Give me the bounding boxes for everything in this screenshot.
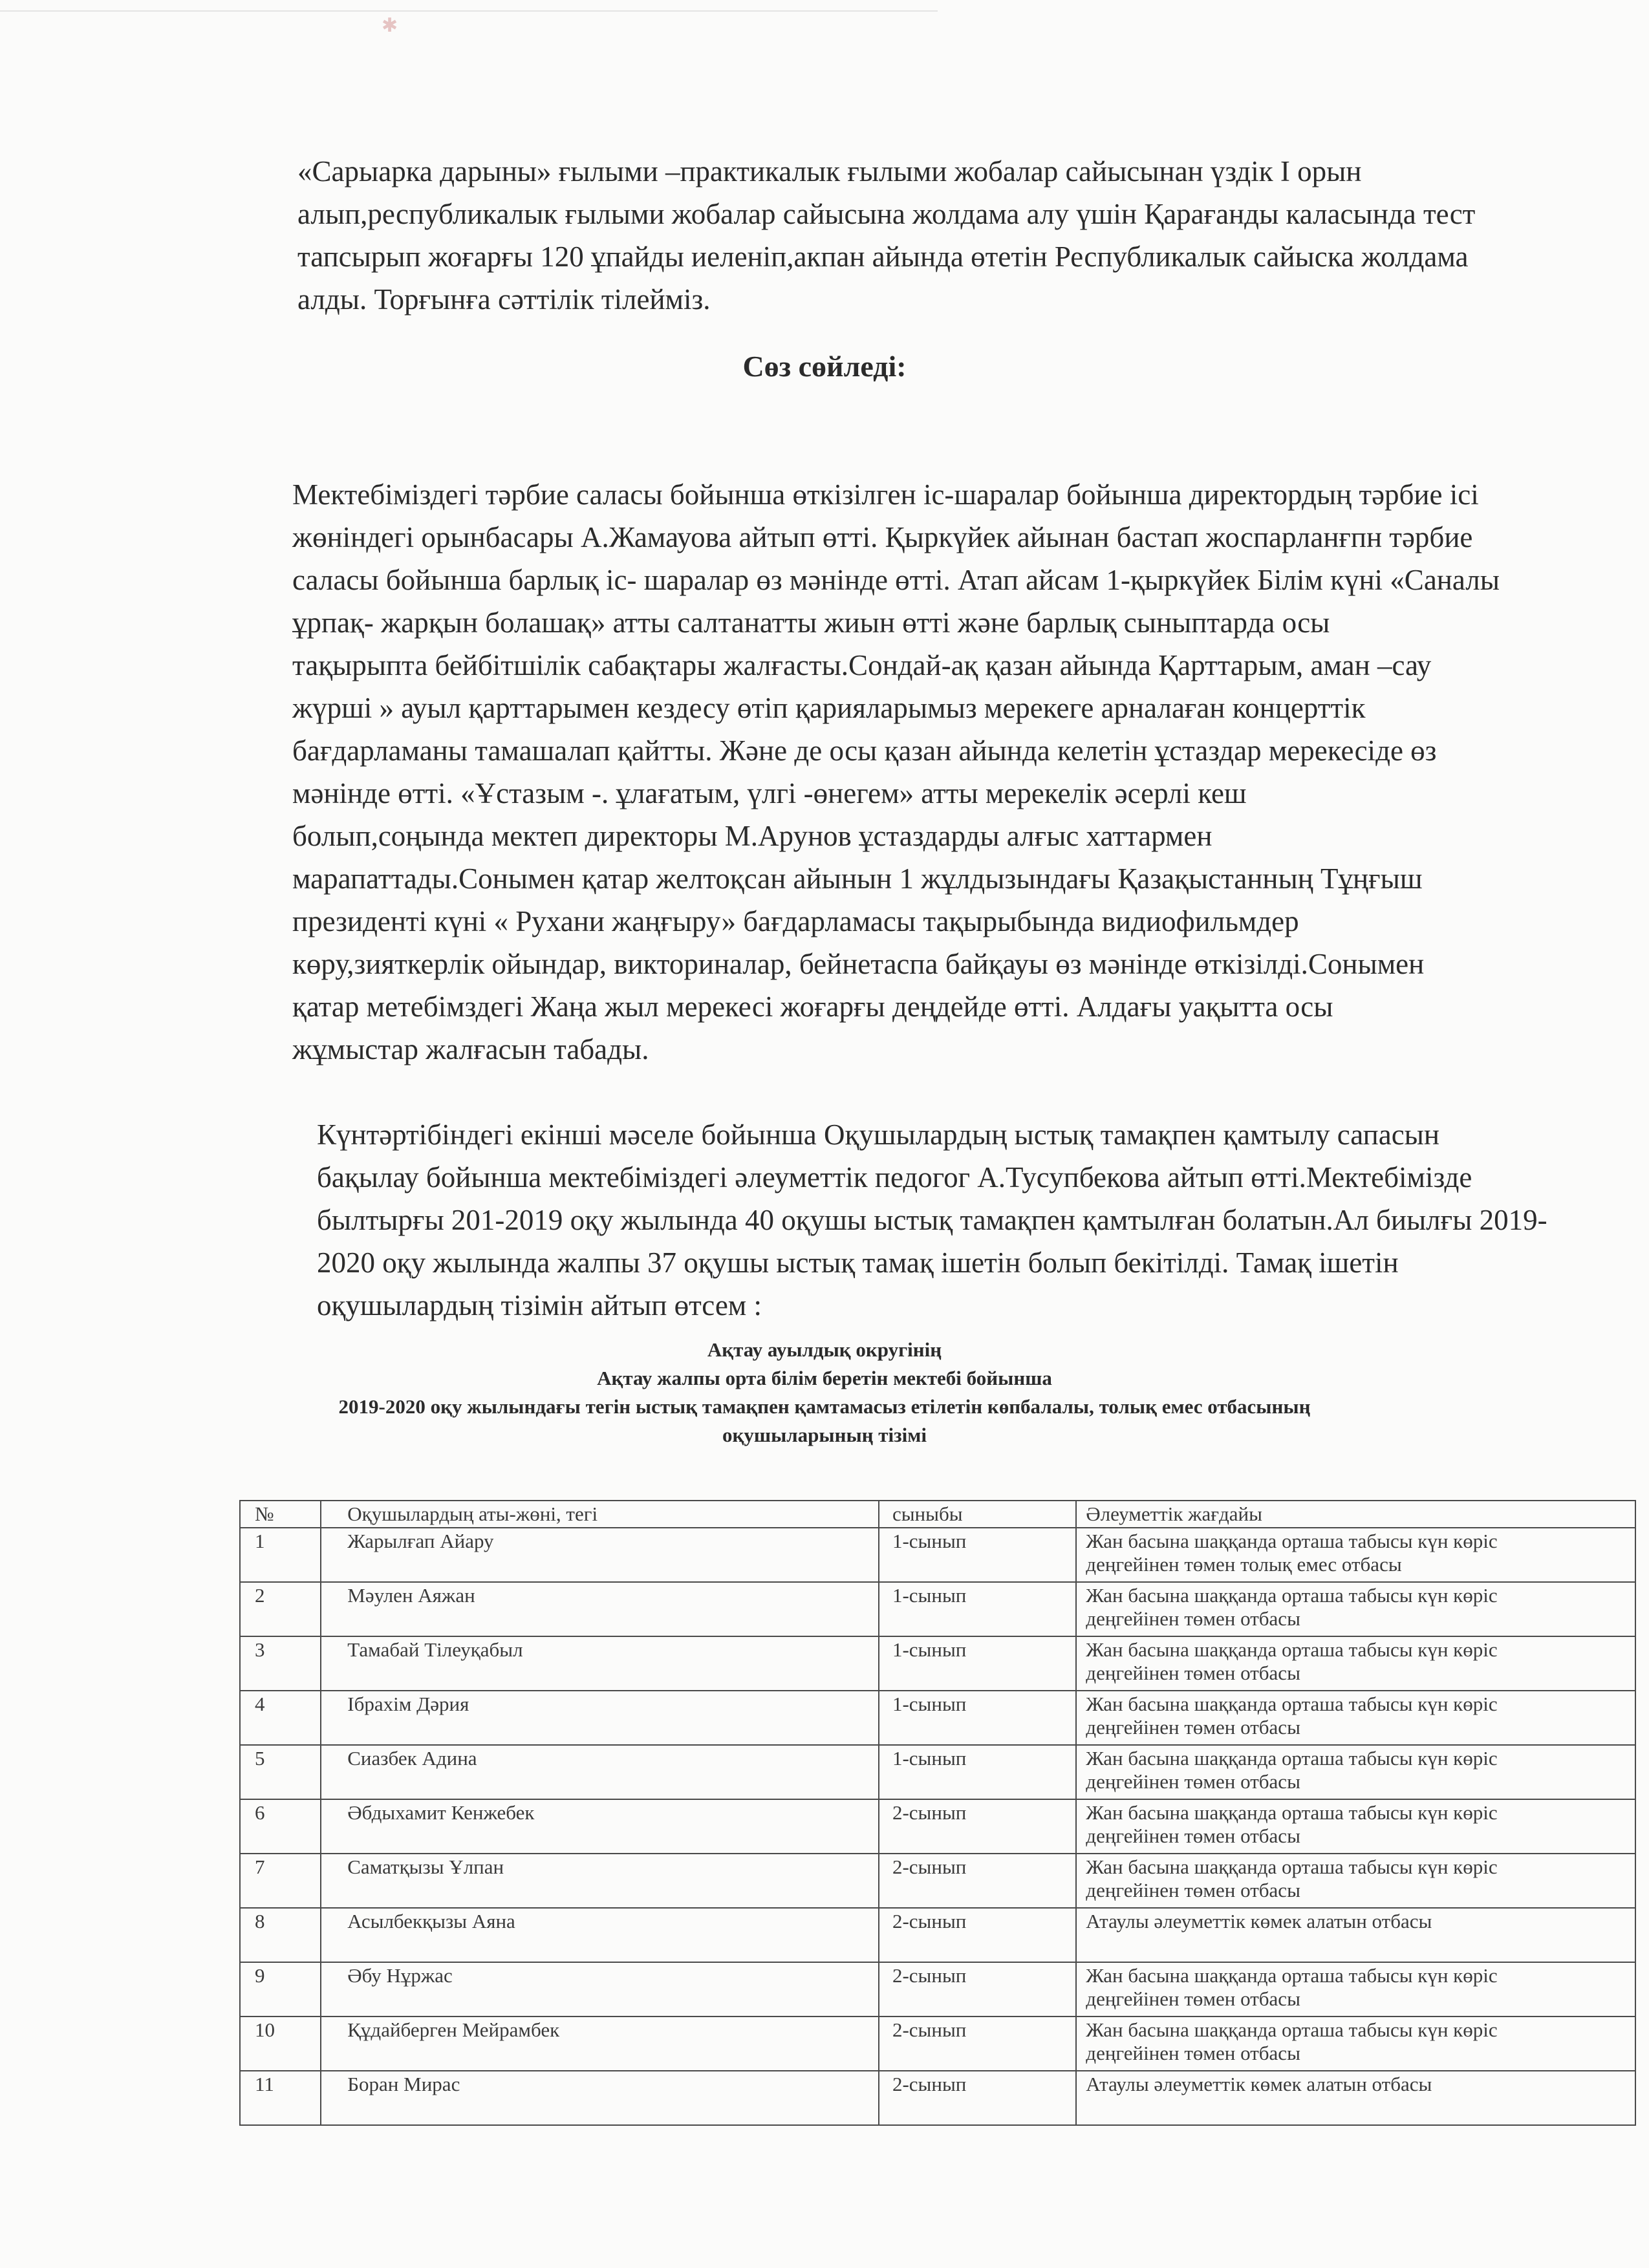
social-status-line: деңгейінен төмен отбасы [1086, 1607, 1300, 1630]
table-row [240, 1745, 1635, 1799]
student-name: Жарылғап Айару [321, 1528, 879, 1582]
text-line: Күнтәртібіндегі екінші мәселе бойынша Оқушылардың ыстық тамақпен қамтылу сапасын [317, 1118, 1439, 1151]
social-status [1076, 1854, 1635, 1908]
student-class: 1-сынып [879, 1636, 1076, 1691]
table-row [240, 1528, 1635, 1582]
row-number: 3 [240, 1636, 321, 1691]
header-social-status: Әлеуметтік жағдайы [1076, 1501, 1635, 1528]
social-status [1076, 1799, 1635, 1854]
student-table [239, 1500, 1636, 2126]
student-list-title [0, 1336, 1649, 1450]
student-name: Әбу Нұржас [321, 1962, 879, 2017]
social-status-line: Жан басына шаққанда орташа табысы күн көріс [1086, 1964, 1498, 1987]
table-row [240, 2071, 1635, 2125]
text-line: оқушылардың тізімін айтып өтсем : [317, 1289, 762, 1321]
section-heading: Сөз сөйледі: [742, 350, 907, 383]
table-row [240, 1582, 1635, 1636]
table-row [240, 1962, 1635, 2017]
title-line: оқушыларының тізімі [722, 1424, 927, 1446]
stamp-mark-icon: ✱ [382, 15, 398, 36]
text-line: жүрші » ауыл қарттарымен кездесу өтіп қарияларымыз мерекеге арналаған концерттік [292, 692, 1366, 724]
text-line: тақырыпта бейбітшілік сабақтары жалғасты.Сондай-ақ қазан айында Қарттарым, аман –сау [292, 649, 1432, 681]
student-name: Сиазбек Адина [321, 1745, 879, 1799]
row-number: 6 [240, 1799, 321, 1854]
student-name: Боран Мирас [321, 2071, 879, 2125]
student-class: 2-сынып [879, 1854, 1076, 1908]
text-line: ұрпақ- жарқын болашақ» атты салтанатты жиын өтті және барлық сыныптарда осы [292, 606, 1330, 639]
student-class: 1-сынып [879, 1528, 1076, 1582]
row-number: 10 [240, 2017, 321, 2071]
social-status [1076, 2071, 1635, 2125]
social-status-line: деңгейінен төмен отбасы [1086, 1662, 1300, 1684]
title-line: Ақтау жалпы орта білім беретін мектебі бойынша [597, 1367, 1052, 1389]
row-number: 5 [240, 1745, 321, 1799]
text-line: жөніндегі орынбасары А.Жамауова айтып өтті. Қыркүйек айынан бастап жоспарланғпн тәрбие [292, 521, 1473, 553]
social-status-line: Жан басына шаққанда орташа табысы күн көріс [1086, 1747, 1498, 1770]
social-status [1076, 2017, 1635, 2071]
text-line: алып,республикалык ғылыми жобалар сайысына жолдама алу үшін Қарағанды каласында тест [297, 198, 1476, 230]
social-status [1076, 1636, 1635, 1691]
hot-meals-paragraph [317, 1113, 1547, 1327]
text-line: болып,соңында мектеп директоры М.Арунов ұстаздарды алғыс хаттармен [292, 820, 1212, 852]
text-line: былтырғы 201-2019 оқу жылында 40 оқушы ыстық тамақпен қамтылған болатын.Ал биылғы 2019- [317, 1204, 1547, 1236]
text-line: қатар метебімздегі Жаңа жыл мерекесі жоғарғы деңдейде өтті. Алдағы уақытта осы [292, 990, 1333, 1023]
row-number: 9 [240, 1962, 321, 2017]
text-line: «Сарыарка дарыны» ғылыми –практикалык ғылыми жобалар сайысынан үздік І орын [297, 155, 1362, 187]
table-row [240, 2017, 1635, 2071]
text-line: марапаттады.Сонымен қатар желтоқсан айынын 1 жұлдызындағы Қазақыстанның Тұңғыш [292, 862, 1423, 895]
text-line: алды. Торғынға сәттілік тілейміз. [297, 283, 711, 316]
social-status-line: деңгейінен төмен отбасы [1086, 2042, 1300, 2064]
row-number: 1 [240, 1528, 321, 1582]
social-status-line: Жан басына шаққанда орташа табысы күн көріс [1086, 1693, 1498, 1715]
student-name: Асылбекқызы Аяна [321, 1908, 879, 1962]
title-line: Ақтау ауылдық округінің [707, 1338, 942, 1361]
text-line: жұмыстар жалғасын табады. [292, 1033, 649, 1065]
social-status-line: Жан басына шаққанда орташа табысы күн көріс [1086, 1530, 1498, 1552]
header-number: № [240, 1501, 321, 1528]
social-status-line: деңгейінен төмен отбасы [1086, 1716, 1300, 1738]
title-line: 2019-2020 оқу жылындағы тегін ыстық тамақпен қамтамасыз етілетін көпбалалы, толық емес отбасының [338, 1395, 1311, 1418]
text-line: президенті күні « Рухани жаңғыру» бағдарламасы тақырыбында видиофильмдер [292, 905, 1299, 937]
social-status-line: Жан басына шаққанда орташа табысы күн көріс [1086, 1801, 1498, 1824]
social-status-line: Жан басына шаққанда орташа табысы күн көріс [1086, 1856, 1498, 1878]
social-status-line: деңгейінен төмен отбасы [1086, 1770, 1300, 1793]
table-row [240, 1691, 1635, 1745]
row-number: 11 [240, 2071, 321, 2125]
text-line: бақылау бойынша мектебіміздегі әлеуметтік педогог А.Тусупбекова айтып өтті.Мектебімізде [317, 1161, 1472, 1193]
social-status-line: Жан басына шаққанда орташа табысы күн көріс [1086, 2018, 1498, 2041]
text-line: саласы бойынша барлық іс- шаралар өз мәнінде өтті. Атап айсам 1-қыркүйек Білім күні «Саналы [292, 564, 1500, 596]
header-name: Оқушылардың аты-жөні, тегі [321, 1501, 879, 1528]
social-status-line: деңгейінен төмен отбасы [1086, 1824, 1300, 1847]
student-name: Әбдыхамит Кенжебек [321, 1799, 879, 1854]
social-status [1076, 1908, 1635, 1962]
social-status [1076, 1528, 1635, 1582]
student-class: 2-сынып [879, 2071, 1076, 2125]
row-number: 7 [240, 1854, 321, 1908]
social-status [1076, 1582, 1635, 1636]
table-row [240, 1854, 1635, 1908]
social-status-line: Жан басына шаққанда орташа табысы күн көріс [1086, 1638, 1498, 1661]
social-status-line: Атаулы әлеуметтік көмек алатын отбасы [1086, 1910, 1432, 1932]
row-number: 4 [240, 1691, 321, 1745]
social-status-line: Жан басына шаққанда орташа табысы күн көріс [1086, 1584, 1498, 1607]
social-status [1076, 1745, 1635, 1799]
table-row [240, 1908, 1635, 1962]
student-class: 1-сынып [879, 1582, 1076, 1636]
student-name: Ібрахім Дәрия [321, 1691, 879, 1745]
student-name: Тамабай Тілеуқабыл [321, 1636, 879, 1691]
text-line: көру,зияткерлік ойындар, викториналар, бейнетаспа байқауы өз мәнінде өткізілді.Сонымен [292, 948, 1425, 980]
social-status-line: деңгейінен төмен отбасы [1086, 1987, 1300, 2010]
row-number: 2 [240, 1582, 321, 1636]
student-name: Мәулен Аяжан [321, 1582, 879, 1636]
student-class: 2-сынып [879, 2017, 1076, 2071]
table-row [240, 1799, 1635, 1854]
text-line: мәнінде өтті. «Ұстазым -. ұлағатым, үлгі -өнегем» атты мерекелік әсерлі кеш [292, 777, 1247, 809]
text-line: тапсырып жоғарғы 120 ұпайды иеленіп,акпан айында өтетін Республикалык сайыска жолдама [297, 241, 1469, 273]
student-name: Құдайберген Мейрамбек [321, 2017, 879, 2071]
social-status-line: Атаулы әлеуметтік көмек алатын отбасы [1086, 2073, 1432, 2095]
text-line: 2020 оқу жылында жалпы 37 оқушы ыстық тамақ ішетін болып бекітілді. Тамақ ішетін [317, 1246, 1399, 1279]
social-status [1076, 1962, 1635, 2017]
table-row [240, 1636, 1635, 1691]
student-class: 2-сынып [879, 1962, 1076, 2017]
social-status-line: деңгейінен төмен толық емес отбасы [1086, 1553, 1402, 1576]
student-class: 1-сынып [879, 1691, 1076, 1745]
student-name: Саматқызы Ұлпан [321, 1854, 879, 1908]
row-number: 8 [240, 1908, 321, 1962]
student-class: 2-сынып [879, 1799, 1076, 1854]
student-class: 2-сынып [879, 1908, 1076, 1962]
text-line: Мектебіміздегі тәрбие саласы бойынша өткізілген іс-шаралар бойынша директордың тәрбие ісі [292, 478, 1479, 511]
table-header-row [240, 1501, 1635, 1528]
text-line: бағдарламаны тамашалап қайтты. Және де осы қазан айында келетін ұстаздар мерекесіде өз [292, 734, 1437, 767]
social-status [1076, 1691, 1635, 1745]
intro-paragraph [297, 150, 1475, 321]
scan-edge-line [0, 10, 938, 12]
header-class: сыныбы [879, 1501, 1076, 1528]
social-status-line: деңгейінен төмен отбасы [1086, 1879, 1300, 1901]
education-work-paragraph [292, 473, 1500, 1071]
student-class: 1-сынып [879, 1745, 1076, 1799]
